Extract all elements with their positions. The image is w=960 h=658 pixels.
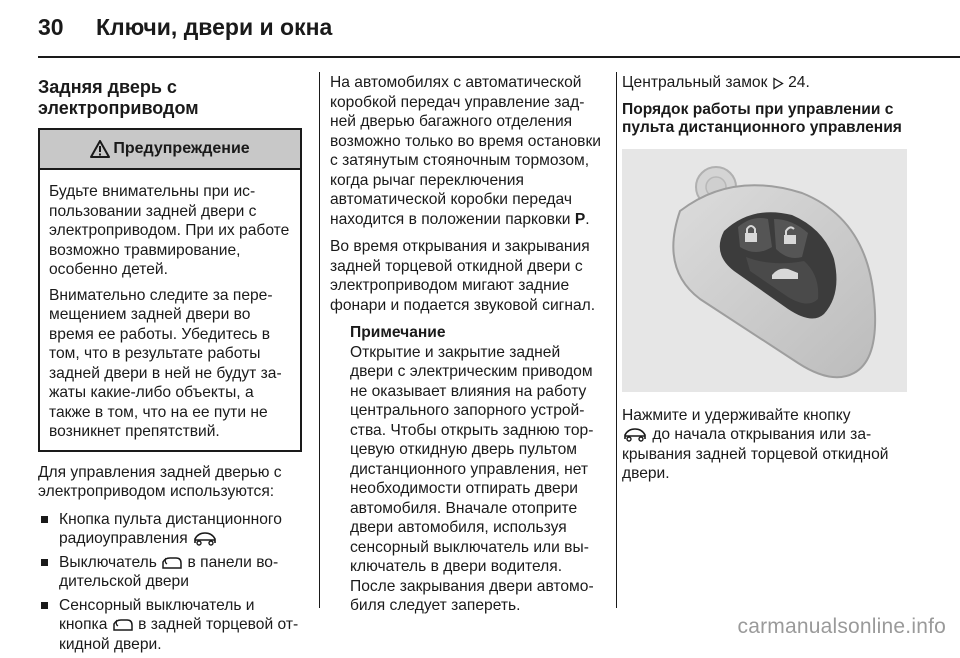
list-item-text: Кнопка пульта дистанционного радиоуправления <box>59 510 282 547</box>
list-item-text: Сенсорный выключатель и кнопка <box>59 596 255 633</box>
chapter-title: Ключи, двери и окна <box>96 14 333 40</box>
list-item-text: Выключатель <box>59 553 157 571</box>
note-text: Открытие и закрытие задней двери с электрическим приводом не оказывает влияния на работу центрального запорного устройства. Чтобы открыть заднюю торцевую откидную дверь пультом дистанционного управления, нет необходимости отпирать двери автомобиля. Вначале отоприте двери автомобиля, используя сенсорный выключатель или выключатель в двери водителя. После закрывания двери автомобиля следует запереть. <box>350 343 594 614</box>
column-1 <box>38 73 302 658</box>
cross-reference <box>622 73 906 93</box>
tailgate-switch-icon <box>161 556 183 570</box>
paragraph-text: На автомобилях с автоматической коробкой передач управление задней дверью багажного отделения возможно только во время остановки с затянутым стояночным тормозом, когда рычаг переключения автоматической коробки передач находится в положении парковки <box>330 74 601 228</box>
key-fob-photo <box>622 149 907 392</box>
column-divider-2 <box>616 72 617 608</box>
reference-page: 24. <box>788 74 810 91</box>
list-item <box>38 553 302 592</box>
paragraph-automatic-gearbox <box>330 73 605 229</box>
page-ref-triangle-icon <box>772 77 784 90</box>
warning-paragraph: Будьте внимательны при использовании задней двери с электроприводом. При их работе возможно травмирование, особенно детей. <box>49 183 290 278</box>
paragraph-end: . <box>585 210 590 228</box>
warning-paragraph: Внимательно следите за перемещением задней двери во время ее работы. Убедитесь в том, что в результате работы задней двери в ней не будут зажаты какие-либо объекты, а также в том, что на ее пути не возникнет препятствий. <box>49 286 282 440</box>
column-2 <box>330 73 605 616</box>
bullet-square <box>41 559 48 566</box>
instruction-text: Нажмите и удерживайте кнопку <box>622 406 851 424</box>
warning-box <box>38 128 302 452</box>
park-position-label: P <box>574 210 586 228</box>
car-remote-icon <box>622 426 648 442</box>
instruction-text-cont: до начала открывания или закрывания задней торцевой откидной двери. <box>622 426 889 482</box>
section-title: Задняя дверь с электроприводом <box>38 77 199 118</box>
column-divider-1 <box>319 72 320 608</box>
controls-list <box>38 510 302 655</box>
warning-triangle-icon <box>90 140 110 158</box>
intro-paragraph: Для управления задней дверью с электроприводом используются: <box>38 463 282 500</box>
warning-title: Предупреждение <box>113 140 250 158</box>
warning-body <box>40 170 300 450</box>
list-item <box>38 596 302 655</box>
bullet-square <box>41 602 48 609</box>
header-rule <box>38 56 960 58</box>
bullet-square <box>41 516 48 523</box>
page-header <box>38 14 332 41</box>
note-block <box>330 323 605 616</box>
column-3 <box>622 73 906 492</box>
paragraph-signals: Во время открывания и закрывания задней торцевой откидной двери с электроприводом мигают задние фонари и подается звуковой сигнал. <box>330 238 596 314</box>
list-item <box>38 510 302 549</box>
list-item-text-cont: в задней торцевой откидной двери. <box>59 616 299 653</box>
car-remote-icon <box>192 530 218 546</box>
page-number: 30 <box>38 14 64 40</box>
subsection-title: Порядок работы при управлении с пульта дистанционного управления <box>622 100 902 136</box>
reference-text: Центральный замок <box>622 74 768 91</box>
key-fob-illustration <box>622 149 907 392</box>
warning-header <box>40 130 300 170</box>
list-item-text-cont: в панели водительской двери <box>59 553 279 590</box>
watermark: carmanualsonline.info <box>737 615 946 638</box>
note-title: Примечание <box>350 324 446 341</box>
tailgate-switch-icon <box>112 618 134 632</box>
press-instruction <box>622 406 906 484</box>
